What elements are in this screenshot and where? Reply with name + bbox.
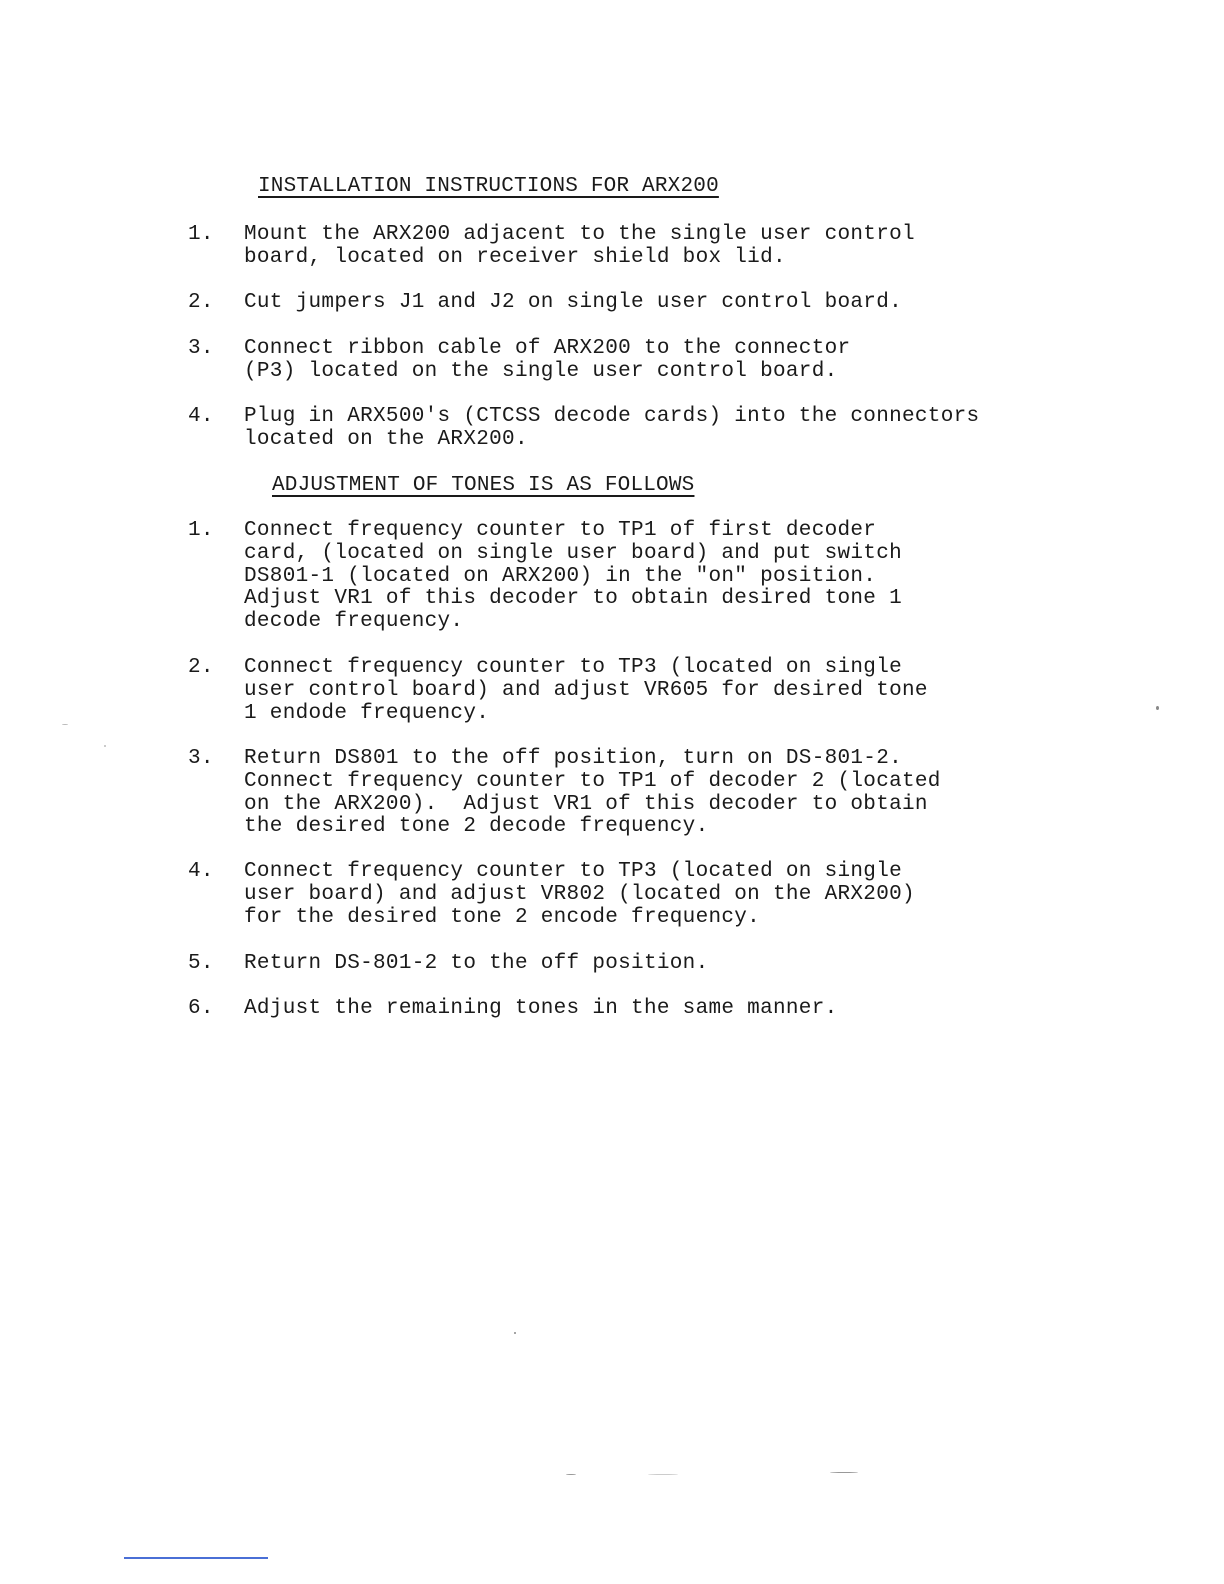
step-text-line: Connect frequency counter to TP1 of decoder 2 (located [244, 769, 941, 793]
adjustment-heading: ADJUSTMENT OF TONES IS AS FOLLOWS [272, 474, 695, 497]
step-text-line: Plug in ARX500's (CTCSS decode cards) into the connectors [244, 405, 980, 428]
step-text-line: user control board) and adjust VR605 for desired tone [244, 678, 928, 702]
step-number: 1. [188, 223, 214, 246]
step-text-line: Connect frequency counter to TP1 of first decoder [244, 519, 877, 542]
step-text-line: for the desired tone 2 encode frequency. [244, 905, 761, 929]
scan-speck [514, 1332, 516, 1334]
step-text-line: Connect frequency counter to TP3 (located on single [244, 656, 903, 679]
scan-speck [566, 1474, 576, 1475]
footer-rule [124, 1557, 268, 1559]
step-text-line: 1 endode frequency. [244, 701, 490, 725]
scan-speck [62, 724, 68, 725]
step-number: 2. [188, 291, 214, 314]
scan-speck [648, 1474, 678, 1475]
step-number: 4. [188, 860, 214, 883]
step-text-line: Return DS801 to the off position, turn on DS-801-2. [244, 747, 903, 770]
scan-speck [104, 745, 106, 747]
step-number: 6. [188, 997, 214, 1020]
step-text-line: DS801-1 (located on ARX200) in the "on" position. [244, 564, 877, 588]
step-text-line: Adjust the remaining tones in the same manner. [244, 997, 838, 1020]
scan-speck [830, 1472, 858, 1473]
step-text-line: on the ARX200). Adjust VR1 of this decoder to obtain [244, 792, 928, 816]
step-text-line: (P3) located on the single user control board. [244, 359, 838, 383]
step-text-line: located on the ARX200. [244, 427, 528, 451]
scan-speck [1156, 706, 1159, 710]
step-text-line: Connect ribbon cable of ARX200 to the connector [244, 337, 851, 360]
step-number: 5. [188, 952, 214, 975]
step-text-line: decode frequency. [244, 610, 464, 634]
step-text-line: card, (located on single user board) and put switch [244, 541, 903, 565]
installation-heading: INSTALLATION INSTRUCTIONS FOR ARX200 [258, 175, 719, 198]
step-text-line: Cut jumpers J1 and J2 on single user control board. [244, 291, 903, 314]
step-number: 1. [188, 519, 214, 542]
step-text-line: Connect frequency counter to TP3 (located on single [244, 860, 903, 883]
step-text-line: board, located on receiver shield box lid. [244, 245, 786, 269]
step-text-line: Return DS-801-2 to the off position. [244, 952, 709, 975]
step-text-line: Adjust VR1 of this decoder to obtain desired tone 1 [244, 587, 903, 611]
step-number: 3. [188, 337, 214, 360]
step-text-line: user board) and adjust VR802 (located on the ARX200) [244, 882, 915, 906]
step-number: 3. [188, 747, 214, 770]
step-text-line: the desired tone 2 decode frequency. [244, 815, 709, 839]
step-number: 2. [188, 656, 214, 679]
step-text-line: Mount the ARX200 adjacent to the single user control [244, 223, 915, 246]
step-number: 4. [188, 405, 214, 428]
